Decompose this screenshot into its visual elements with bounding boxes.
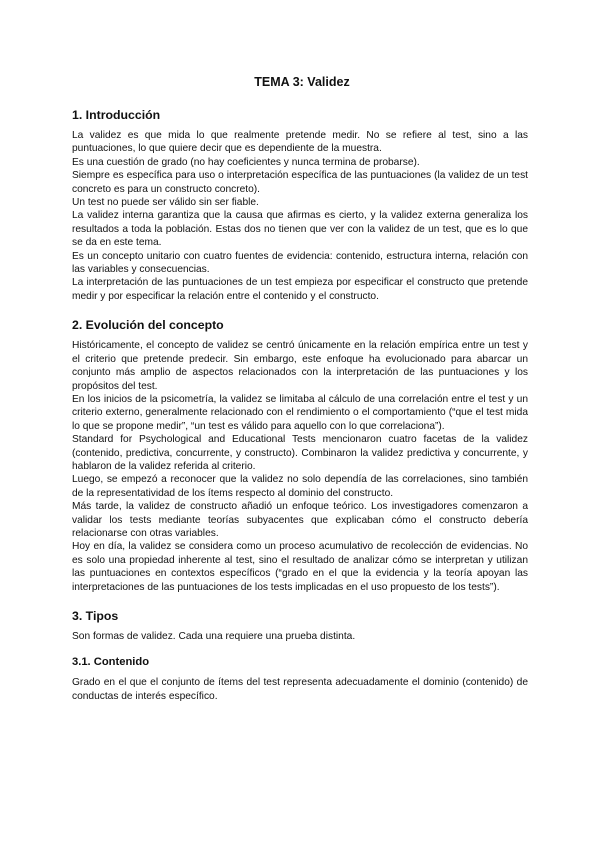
paragraph: La validez interna garantiza que la causa que afirmas es cierto, y la validez externa generaliza los resultados a toda la población. Estas dos no tienen que ver con la validez de un test, que es lo que se da en este tema. bbox=[72, 210, 528, 249]
paragraph: Es un concepto unitario con cuatro fuentes de evidencia: contenido, estructura interna, relación con las variables y consecuencias. bbox=[72, 250, 528, 276]
section-heading: 3. Tipos bbox=[72, 609, 119, 623]
paragraph: Hoy en día, la validez se considera como un proceso acumulativo de recolección de evidencias. No es solo una propiedad inherente al test, sino el resultado de analizar cómo se interpretan y utilizan las puntuaciones en contextos específicos (“grado en el que la evidencia y la teoría apoyan las interpretaciones de las puntuaciones de los tests implicadas en el uso propuesto de los tests”). bbox=[72, 541, 528, 593]
section-introduccion bbox=[72, 107, 528, 303]
paragraph: La validez es que mida lo que realmente pretende medir. No se refiere al test, sino a las puntuaciones, lo que quiere decir que es dependiente de la muestra. bbox=[72, 130, 528, 155]
paragraph: En los inicios de la psicometría, la validez se limitaba al cálculo de una correlación entre el test y un criterio externo, generalmente relacionado con el rendimiento o el comportamiento (“que el test mida lo que se propone medir”, “un test es válido para aquello con lo que correlaciona”). bbox=[72, 393, 528, 432]
paragraph: La interpretación de las puntuaciones de un test empieza por especificar el constructo que pretende medir y por especificar la relación entre el contenido y el constructo. bbox=[72, 277, 528, 302]
document-body bbox=[72, 74, 528, 717]
paragraph: Siempre es específica para uso o interpretación específica de las puntuaciones (la validez de un test concreto es para un constructo concreto). bbox=[72, 170, 528, 195]
paragraph: Grado en el que el conjunto de ítems del test representa adecuadamente el dominio (contenido) de conductas de interés específico. bbox=[72, 677, 528, 702]
paragraph: Es una cuestión de grado (no hay coeficientes y nunca termina de probarse). bbox=[72, 156, 420, 168]
paragraph: Históricamente, el concepto de validez se centró únicamente en la relación empírica entre un test y el criterio que pretende predecir. Sin embargo, este enfoque ha evolucionado para abarcar un conjunto más amplio de aspectos relacionados con la interpretación de las puntuaciones y los propósitos del test. bbox=[72, 340, 528, 392]
paragraph: Un test no puede ser válido sin ser fiable. bbox=[72, 197, 259, 209]
document-title: TEMA 3: Validez bbox=[254, 75, 350, 89]
section-heading: 2. Evolución del concepto bbox=[72, 318, 224, 333]
subsection-contenido bbox=[72, 655, 528, 703]
paragraph: Son formas de validez. Cada una requiere una prueba distinta. bbox=[72, 631, 356, 642]
section-evolucion bbox=[72, 317, 528, 594]
section-tipos bbox=[72, 608, 528, 643]
paragraph: Standard for Psychological and Educational Tests mencionaron cuatro facetas de la validez (contenido, predictiva, concurrente, y constructo). Combinaron la validez predictiva y concurrente, y hablaron de la validez referida al criterio. bbox=[72, 434, 528, 472]
section-heading: 1. Introducción bbox=[72, 108, 161, 122]
subsection-heading: 3.1. Contenido bbox=[72, 656, 150, 669]
paragraph: Más tarde, la validez de constructo añadió un enfoque teórico. Los investigadores comenzaron a validar los tests mediante teorías subyacentes que explicaban cómo el constructo debería relacionarse con otras variables. bbox=[72, 501, 528, 539]
paragraph: Luego, se empezó a reconocer que la validez no solo dependía de las correlaciones, sino también de la representatividad de los ítems respecto al dominio del constructo. bbox=[72, 474, 528, 499]
